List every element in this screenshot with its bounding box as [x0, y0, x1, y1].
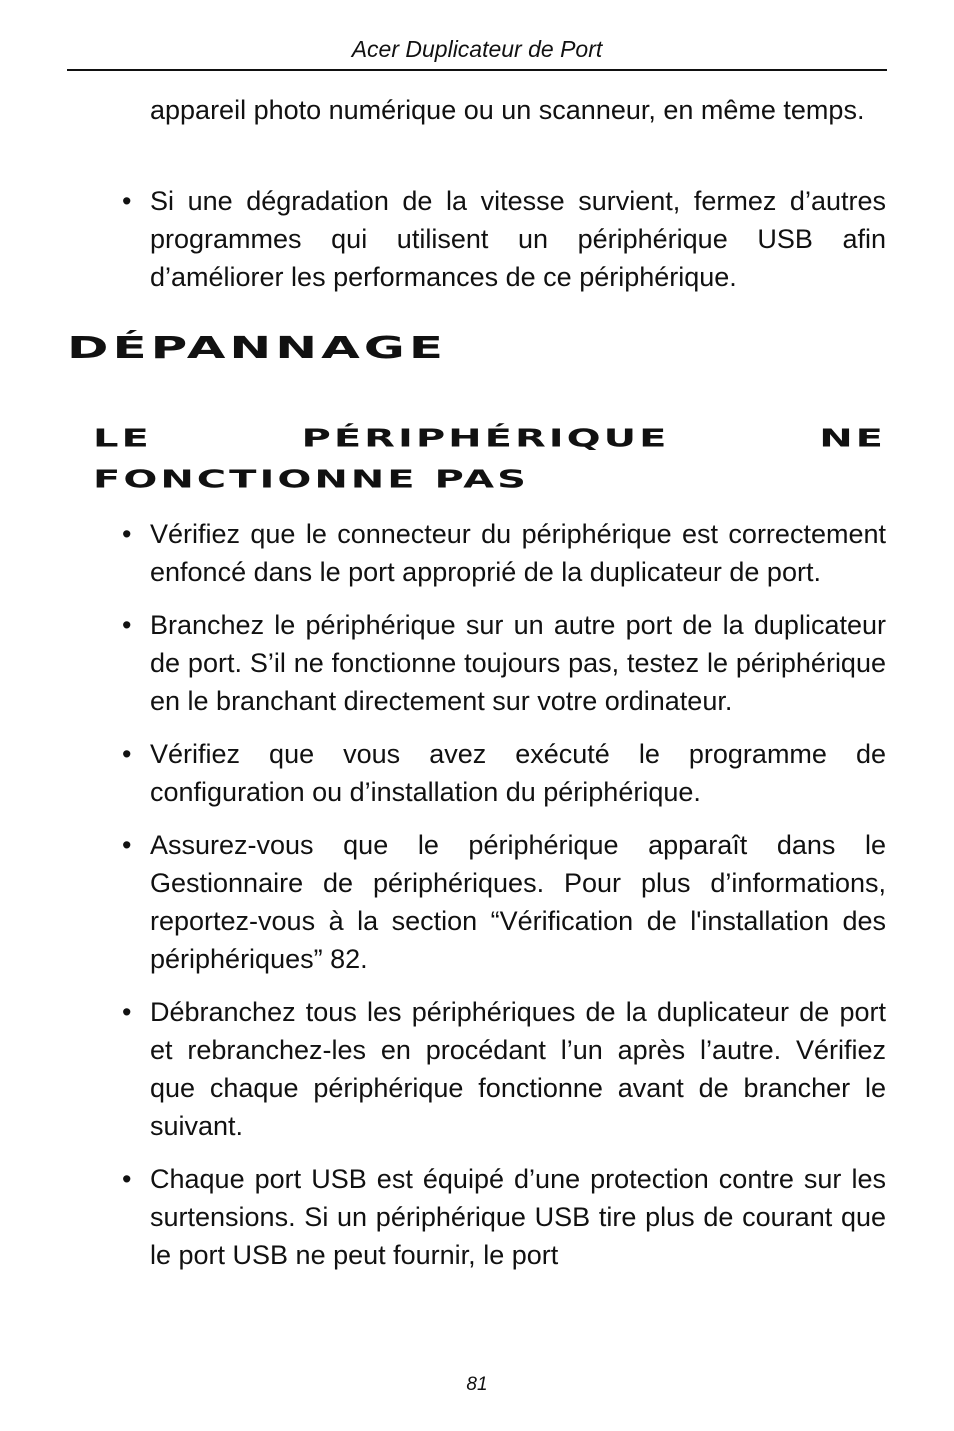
bullet-list-intro [122, 182, 886, 296]
bullet-icon: • [122, 739, 132, 769]
bullet-icon: • [122, 610, 132, 640]
list-item [122, 826, 886, 978]
list-item-text: Débranchez tous les périphériques de la duplicateur de port et rebranchez-les en procédant l’un après l’autre. Vérifiez que chaque périphérique fonctionne avant de brancher le suivant. [150, 997, 886, 1141]
bullet-icon: • [122, 997, 132, 1027]
page-number: 81 [466, 1374, 488, 1395]
bullet-icon: • [122, 1164, 132, 1194]
bullet-icon: • [122, 186, 132, 216]
list-item [122, 1160, 886, 1274]
list-item-text: Assurez-vous que le périphérique apparaît dans le Gestionnaire de périphériques. Pour plus d’informations, reportez-vous à la section “Vérification de l'installation des périphériques” 82. [150, 830, 886, 974]
list-item-text: Chaque port USB est équipé d’une protection contre sur les surtensions. Si un périphérique USB tire plus de courant que le port USB ne peut fournir, le port [150, 1164, 886, 1270]
bullet-list-troubleshooting [122, 515, 886, 1274]
list-item [122, 993, 886, 1145]
list-item [122, 515, 886, 591]
list-item [122, 182, 886, 296]
bullet-icon: • [122, 830, 132, 860]
list-item-text: Si une dégradation de la vitesse survient, fermez d’autres programmes qui utilisent un périphérique USB afin d’améliorer les performances de ce périphérique. [150, 186, 886, 292]
list-item-text: Vérifiez que vous avez exécuté le programme de configuration ou d’installation du périphérique. [150, 739, 886, 807]
list-item-text: Vérifiez que le connecteur du périphérique est correctement enfoncé dans le port approprié de la duplicateur de port. [150, 519, 886, 587]
header-rule [67, 69, 887, 71]
list-item-text: Branchez le périphérique sur un autre port de la duplicateur de port. S’il ne fonctionne toujours pas, testez le périphérique en le branchant directement sur votre ordinateur. [150, 610, 886, 716]
continued-paragraph: appareil photo numérique ou un scanneur, en même temps. [150, 95, 865, 125]
list-item [122, 735, 886, 811]
subsection-title: LE PÉRIPHÉRIQUE NE FONCTIONNE PAS [93, 424, 886, 494]
running-header: Acer Duplicateur de Port [351, 36, 603, 62]
list-item [122, 606, 886, 720]
section-title: DÉPANNAGE [67, 330, 447, 366]
bullet-icon: • [122, 519, 132, 549]
